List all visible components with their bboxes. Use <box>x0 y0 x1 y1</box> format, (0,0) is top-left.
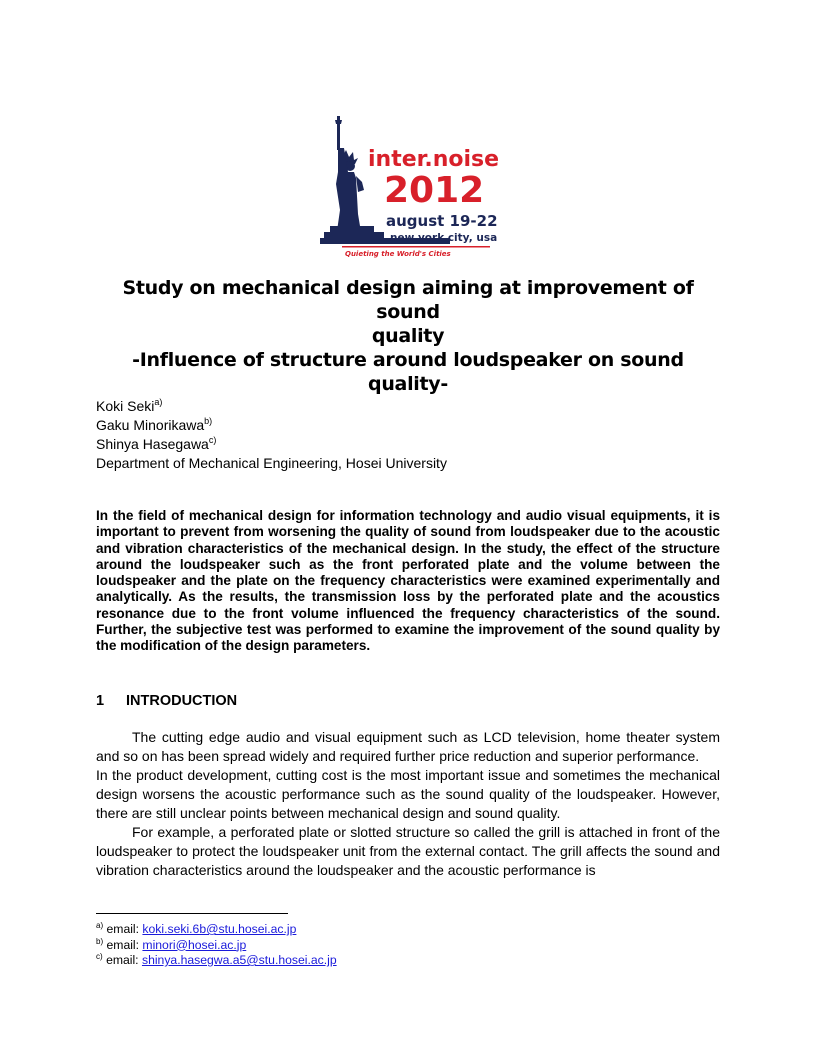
logo-line-1: inter.noise <box>368 147 500 172</box>
author-name: Shinya Hasegawa <box>96 436 209 452</box>
logo-divider <box>342 246 490 248</box>
footnote-label: email: <box>106 922 140 936</box>
author <box>96 435 447 454</box>
section-title: INTRODUCTION <box>126 693 238 709</box>
footnote <box>96 938 337 954</box>
footnote <box>96 953 337 969</box>
author <box>96 397 447 416</box>
logo-year: 2012 <box>384 170 485 211</box>
conference-logo <box>318 114 508 262</box>
affiliation: Department of Mechanical Engineering, Hosei University <box>96 455 447 471</box>
author-name: Gaku Minorikawa <box>96 417 205 433</box>
logo-dates: august 19-22 <box>386 212 498 230</box>
logo-graphic <box>318 114 508 262</box>
paragraph: The cutting edge audio and visual equipment such as LCD television, home theater system and so on has been spread widely and required further price reduction and superior performance. <box>96 729 720 764</box>
section-heading <box>96 692 237 710</box>
email-link[interactable]: minori@hosei.ac.jp <box>142 937 247 952</box>
footnote-mark: b) <box>96 936 104 946</box>
author-name: Koki Seki <box>96 398 155 414</box>
title-line-2: quality <box>371 325 445 347</box>
author-block <box>96 397 447 473</box>
footnote <box>96 922 337 938</box>
title-line-3: -Influence of structure around loudspeaker on sound quality- <box>132 349 684 395</box>
paragraph: For example, a perforated plate or slotted structure so called the grill is attached in front of the loudspeaker to protect the loudspeaker unit from the external contact. The grill affects the sound and vibration characteristics around the loudspeaker and the acoustic performance is <box>96 824 720 878</box>
abstract: In the field of mechanical design for information technology and audio visual equipments, it is important to prevent from worsening the quality of sound from loudspeaker due to the acoustic and vibration characteristics of the mechanical design. In the study, the effect of the structure around the loudspeaker such as the front perforated plate and the volume between the loudspeaker and the plate on the frequency characteristics were examined experimentally and analytically. As the results, the transmission loss by the perforated plate and the acoustics resonance due to the front volume influenced the frequency characteristics of the sound. Further, the subjective test was performed to examine the improvement of the sound quality by the modification of the design parameters. <box>96 508 720 654</box>
email-link[interactable]: shinya.hasegwa.a5@stu.hosei.ac.jp <box>141 953 337 967</box>
author-mark: b) <box>204 416 213 426</box>
body-text <box>96 728 720 880</box>
author-mark: c) <box>208 435 217 445</box>
paragraph: In the product development, cutting cost is the most important issue and sometimes the mechanical design worsens the acoustic performance such as the sound quality of the loudspeaker. However, there are still unclear points between mechanical design and sound quality. <box>96 767 720 821</box>
footnote-label: email: <box>106 953 139 967</box>
footnote-rule <box>96 913 288 914</box>
section-number: 1 <box>96 693 105 709</box>
footnote-mark: c) <box>96 952 103 961</box>
footnote-mark: a) <box>96 921 104 930</box>
logo-location: new york city, usa <box>390 232 498 244</box>
author <box>96 416 447 435</box>
author-mark: a) <box>154 397 163 407</box>
logo-tagline: Quieting the World's Cities <box>345 250 451 258</box>
title-line-1: Study on mechanical design aiming at improvement of sound <box>122 277 694 323</box>
paper-title <box>96 276 720 396</box>
footnotes <box>96 922 337 969</box>
footnote-label: email: <box>106 937 140 952</box>
email-link[interactable]: koki.seki.6b@stu.hosei.ac.jp <box>142 922 297 936</box>
